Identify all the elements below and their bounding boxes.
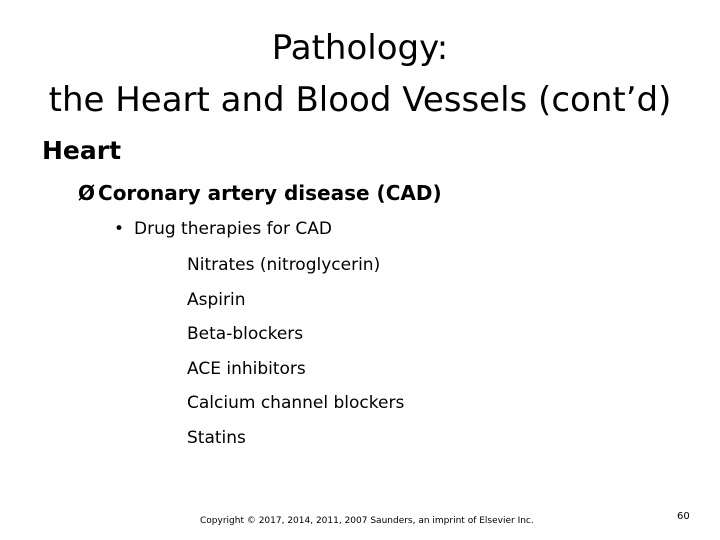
bullet-dot-icon: •: [114, 219, 125, 239]
list-item: Aspirin: [187, 289, 246, 310]
list-item: Beta-blockers: [187, 324, 304, 344]
section-heading: Heart: [42, 136, 122, 165]
footer-copyright: Copyright © 2017, 2014, 2011, 2007 Saunders, an imprint of Elsevier Inc.: [200, 516, 534, 526]
title-line-2: the Heart and Blood Vessels (cont’d): [48, 80, 672, 120]
list-item: Statins: [187, 427, 246, 448]
list-item: ACE inhibitors: [187, 358, 306, 379]
page-number: 60: [677, 511, 690, 522]
arrow-bullet-icon: Ø: [78, 181, 96, 205]
subsection-heading: [78, 175, 442, 211]
list-item: Calcium channel blockers: [187, 393, 405, 413]
drug-list: [187, 248, 404, 455]
slide-title: [0, 22, 720, 126]
bullet-text: Drug therapies for CAD: [134, 219, 332, 239]
list-item: Nitrates (nitroglycerin): [187, 255, 381, 275]
bullet-item: [114, 214, 332, 244]
title-line-1: Pathology:: [271, 28, 449, 68]
subsection-text: Coronary artery disease (CAD): [98, 181, 442, 205]
